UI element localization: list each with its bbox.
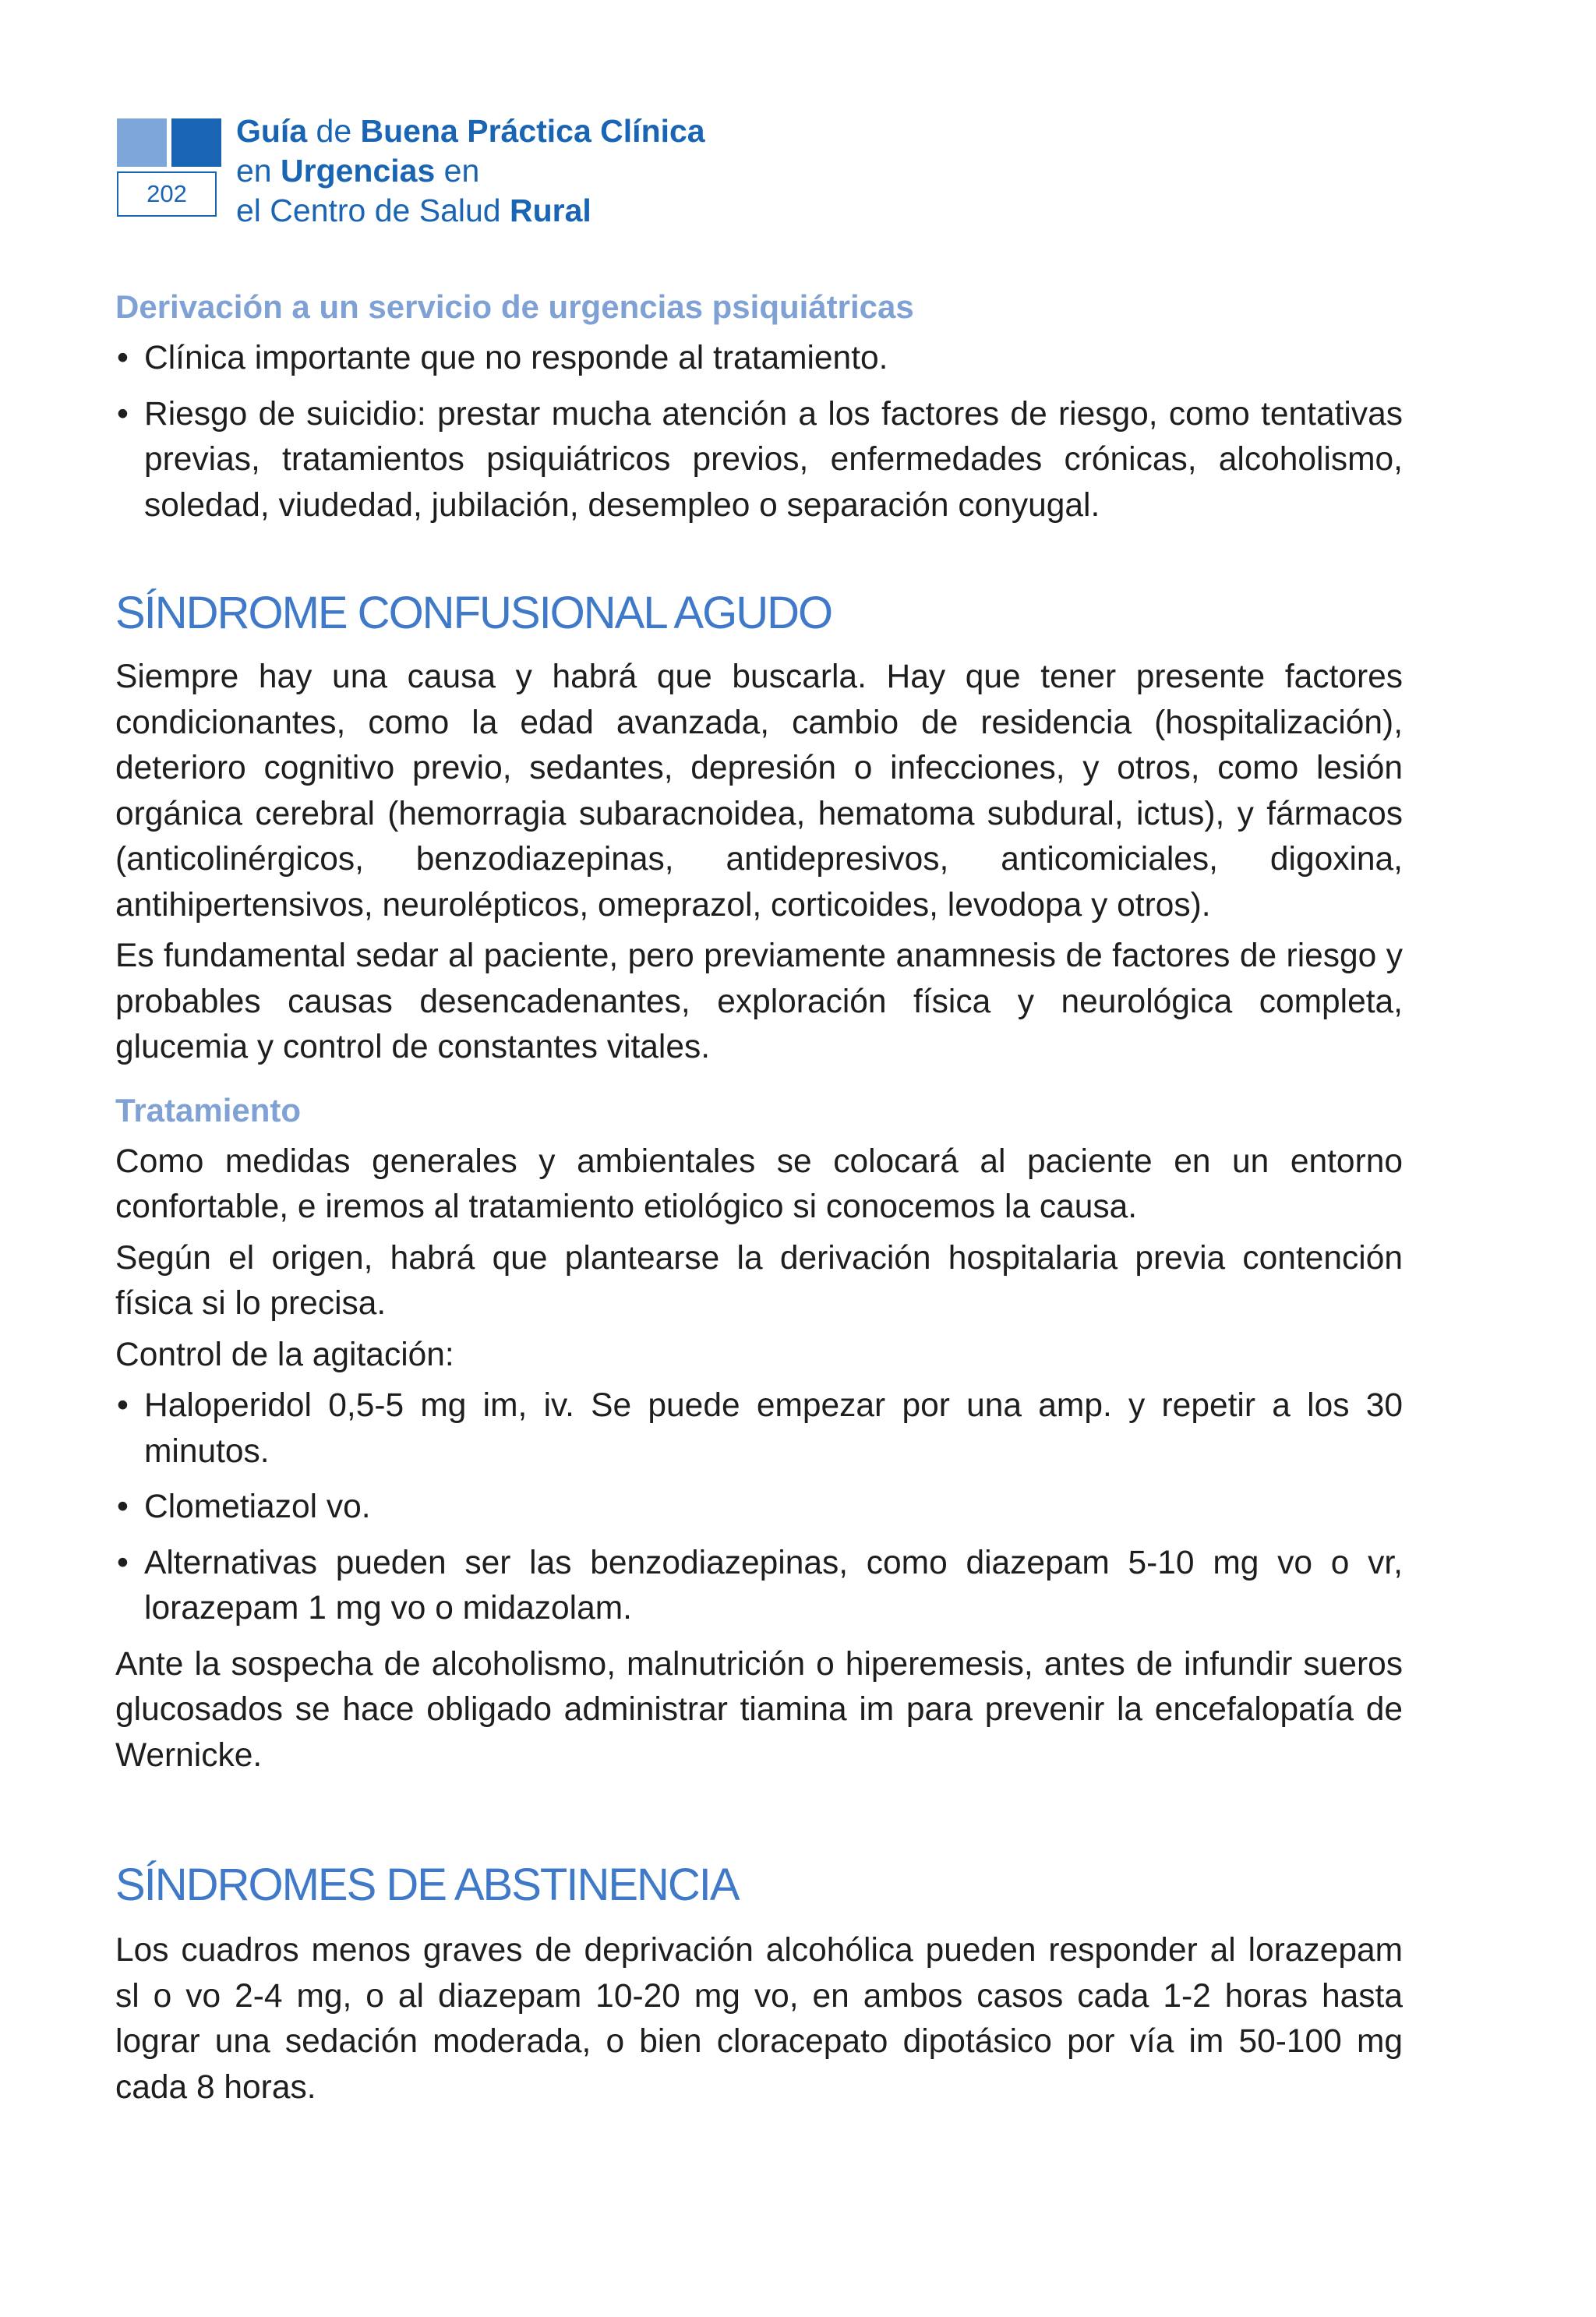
- abstinence-heading: SÍNDROMES DE ABSTINENCIA: [115, 1860, 739, 1910]
- confusional-heading: SÍNDROME CONFUSIONAL AGUDO: [115, 588, 832, 638]
- treatment-paragraph: Como medidas generales y ambientales se colocará al paciente en un entorno confortable, e iremos al tratamiento etiológico si conocemos la causa.: [115, 1143, 1403, 1225]
- confusional-paragraph: Es fundamental sedar al paciente, pero previamente anamnesis de factores de riesgo y probables causas desencadenantes, exploración física y neurológica completa, glucemia y control de constantes vitales.: [115, 938, 1403, 1065]
- guide-title-line-1: Guía de Buena Práctica Clínica: [236, 113, 705, 149]
- treatment-heading: Tratamiento: [115, 1091, 302, 1128]
- logo-square-dark: [171, 118, 221, 167]
- page-number: 202: [117, 171, 217, 217]
- guide-title: [236, 111, 705, 231]
- treatment-closing: Ante la sospecha de alcoholismo, malnutrición o hiperemesis, antes de infundir sueros glucosados se hace obligado administrar tiamina im para prevenir la encefalopatía de Wernicke.: [115, 1645, 1403, 1774]
- guide-title-line-2: en Urgencias en: [236, 153, 480, 189]
- list-item: • Alternativas pueden ser las benzodiazepinas, como diazepam 5-10 mg vo o vr, lorazepam 1 mg vo o midazolam.: [117, 1544, 1403, 1626]
- list-item: • Riesgo de suicidio: prestar mucha atención a los factores de riesgo, como tentativas previas, tratamientos psiquiátricos previos, enfermedades crónicas, alcoholismo, soledad, viudedad, jubilación, desempleo o separación conyugal.: [117, 395, 1403, 524]
- list-item: • Clínica importante que no responde al tratamiento.: [117, 340, 888, 376]
- list-item: • Clometiazol vo.: [117, 1489, 371, 1525]
- agitation-list: [115, 1383, 1403, 1632]
- guide-title-line-3: el Centro de Salud Rural: [236, 192, 591, 228]
- treatment-paragraph: Control de la agitación:: [115, 1336, 454, 1373]
- list-item: • Haloperidol 0,5-5 mg im, iv. Se puede empezar por una amp. y repetir a los 30 minutos.: [117, 1387, 1403, 1470]
- treatment-paragraph: Según el origen, habrá que plantearse la derivación hospitalaria previa contención física si lo precisa.: [115, 1239, 1403, 1322]
- abstinence-paragraph: Los cuadros menos graves de deprivación alcohólica pueden responder al lorazepam sl o vo 2-4 mg, o al diazepam 10-20 mg vo, en ambos casos cada 1-2 horas hasta lograr una sedación moderada, o bien cloracepato dipotásico por vía im 50-100 mg cada 8 horas.: [115, 1932, 1403, 2106]
- derivation-list: [115, 336, 1403, 528]
- confusional-paragraph: Siempre hay una causa y habrá que buscarla. Hay que tener presente factores condicionantes, como la edad avanzada, cambio de residencia (hospitalización), deterioro cognitivo previo, sedantes, depresión o infecciones, y otros, como lesión orgánica cerebral (hemorragia subaracnoidea, hematoma subdural, ictus), y fármacos (anticolinérgicos, benzodiazepinas, antidepresivos, anticomiciales, digoxina, antihipertensivos, neurolépticos, omeprazol, corticoides, levodopa y otros).: [115, 659, 1403, 924]
- derivation-heading: Derivación a un servicio de urgencias psiquiátricas: [115, 288, 914, 325]
- logo-square-light: [117, 118, 167, 167]
- page-content: [115, 284, 1403, 2116]
